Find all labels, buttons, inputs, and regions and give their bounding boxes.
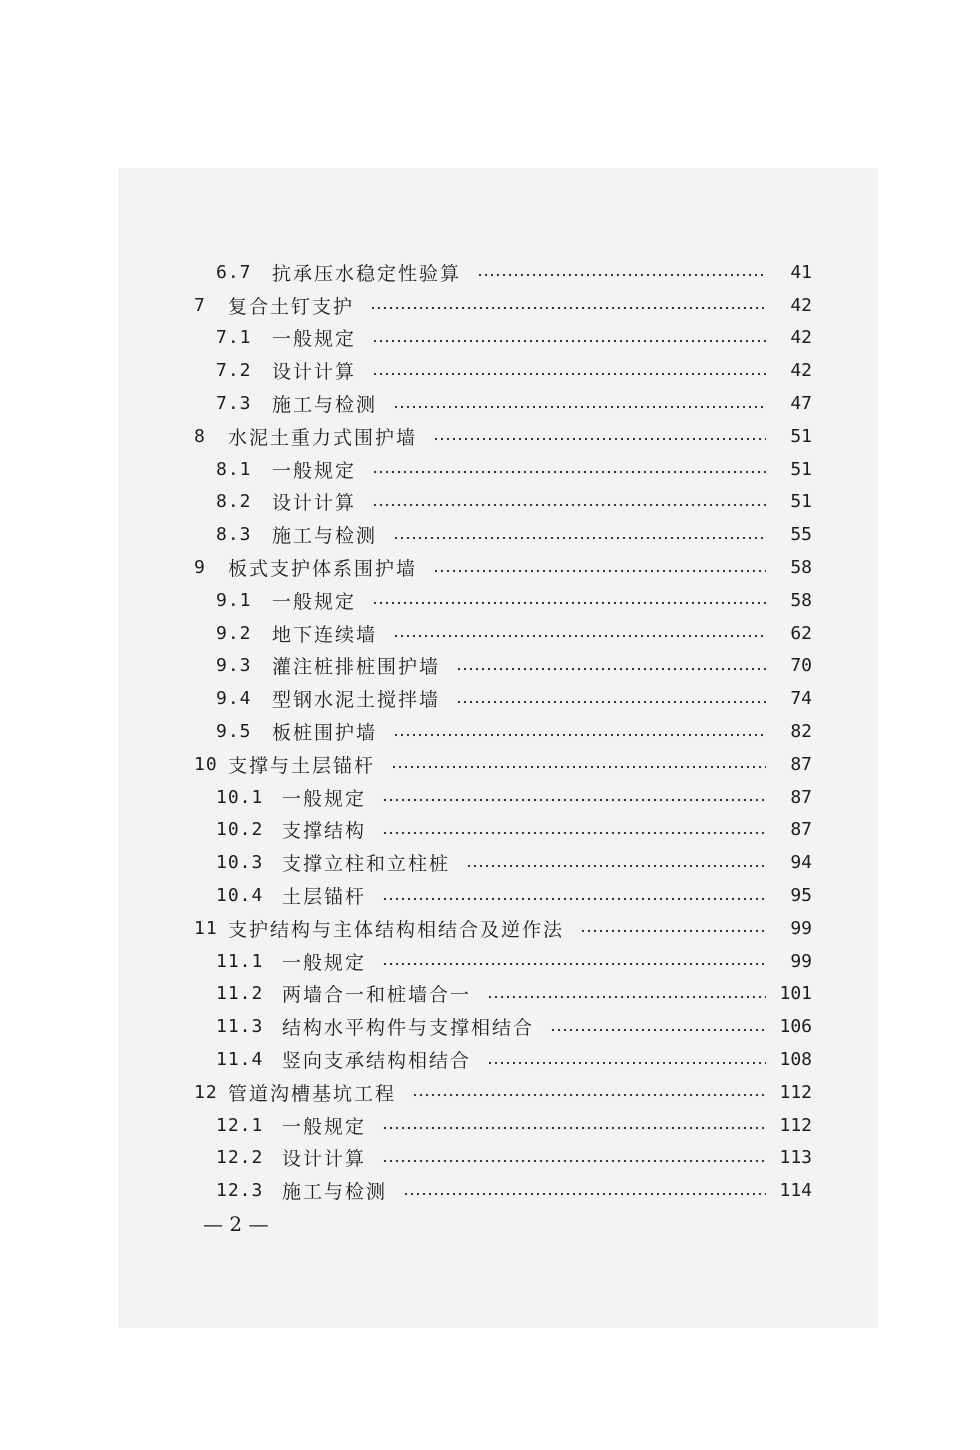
toc-entry-title: 设计计算 [282,1148,367,1171]
toc-entry-page-number: 108 [779,1049,812,1071]
dot-leader [372,339,766,343]
toc-section-entry[interactable] [192,584,812,617]
dot-leader [372,503,766,507]
dot-leader [382,1126,766,1130]
toc-entry-title: 水泥土重力式围护墙 [228,426,418,449]
dot-leader [393,405,766,409]
dot-leader [372,372,766,376]
toc-entry-page-number: 112 [779,1114,812,1136]
dot-leader [370,306,766,310]
toc-entry-number: 11.4 [216,1049,264,1071]
toc-entry-title: 竖向支承结构相结合 [282,1050,472,1073]
toc-entry-number: 11.2 [216,983,264,1005]
toc-entry-title: 土层锚杆 [282,886,367,909]
toc-entry-page-number: 112 [779,1081,812,1103]
toc-entry-page-number: 70 [790,655,812,677]
toc-section-entry[interactable] [192,256,812,289]
toc-entry-page-number: 55 [790,524,812,546]
toc-section-entry[interactable] [192,354,812,387]
toc-entry-title: 一般规定 [282,787,367,810]
toc-entry-title: 支撑立柱和立柱桩 [282,853,451,876]
toc-entry-number: 8.2 [216,491,252,513]
dot-leader [391,765,766,769]
toc-section-entry[interactable] [192,1010,812,1043]
toc-entry-page-number: 58 [790,589,812,611]
toc-entry-page-number: 42 [790,327,812,349]
toc-section-entry[interactable] [192,1043,812,1076]
dot-leader [372,601,766,605]
dot-leader [382,897,766,901]
toc-entry-title: 支撑结构 [282,820,367,843]
dot-leader [580,929,766,933]
toc-entry-title: 管道沟槽基坑工程 [228,1082,397,1105]
dot-leader [487,995,766,999]
toc-entry-title: 型钢水泥土搅拌墙 [272,689,441,712]
toc-entry-title: 一般规定 [272,459,357,482]
toc-entry-page-number: 99 [790,950,812,972]
toc-entry-page-number: 47 [790,393,812,415]
toc-entry-number: 8.1 [216,458,252,480]
dot-leader [477,273,766,277]
toc-section-entry[interactable] [192,1174,812,1207]
toc-entry-number: 12 [194,1081,218,1103]
toc-entry-title: 两墙合一和桩墙合一 [282,984,472,1007]
toc-entry-title: 一般规定 [272,590,357,613]
toc-entry-title: 设计计算 [272,361,357,384]
toc-chapter-entry[interactable] [192,551,812,584]
toc-entry-number: 9.1 [216,589,252,611]
toc-section-entry[interactable] [192,682,812,715]
dot-leader [433,569,766,573]
toc-entry-number: 6.7 [216,261,252,283]
toc-entry-number: 7.3 [216,393,252,415]
toc-section-entry[interactable] [192,650,812,683]
toc-section-entry[interactable] [192,879,812,912]
table-of-contents [192,256,812,1207]
toc-entry-page-number: 87 [790,819,812,841]
toc-chapter-entry[interactable] [192,420,812,453]
toc-entry-page-number: 87 [790,753,812,775]
toc-entry-number: 10 [194,753,218,775]
toc-entry-page-number: 42 [790,294,812,316]
toc-chapter-entry[interactable] [192,1076,812,1109]
toc-entry-number: 10.2 [216,819,264,841]
toc-section-entry[interactable] [192,715,812,748]
dot-leader [372,470,766,474]
toc-entry-number: 10.3 [216,852,264,874]
toc-entry-number: 11.1 [216,950,264,972]
dot-leader [382,831,766,835]
toc-entry-page-number: 87 [790,786,812,808]
toc-entry-number: 7.2 [216,360,252,382]
dot-leader [433,437,766,441]
toc-entry-title: 一般规定 [282,1115,367,1138]
toc-entry-page-number: 114 [779,1180,812,1202]
toc-section-entry[interactable] [192,518,812,551]
toc-entry-title: 施工与检测 [272,394,378,417]
toc-entry-number: 10.1 [216,786,264,808]
toc-entry-page-number: 51 [790,458,812,480]
toc-entry-title: 支护结构与主体结构相结合及逆作法 [228,918,565,941]
dot-leader [382,962,766,966]
toc-entry-page-number: 101 [779,983,812,1005]
toc-entry-title: 一般规定 [282,951,367,974]
toc-entry-number: 8.3 [216,524,252,546]
toc-entry-number: 12.2 [216,1147,264,1169]
dot-leader [466,864,766,868]
toc-entry-title: 施工与检测 [282,1181,388,1204]
dot-leader [487,1061,766,1065]
toc-entry-title: 地下连续墙 [272,623,378,646]
toc-chapter-entry[interactable] [192,748,812,781]
toc-entry-page-number: 113 [779,1147,812,1169]
toc-section-entry[interactable] [192,1109,812,1142]
toc-section-entry[interactable] [192,617,812,650]
dot-leader [403,1192,766,1196]
toc-entry-number: 11.3 [216,1016,264,1038]
toc-entry-title: 施工与检测 [272,525,378,548]
toc-entry-page-number: 99 [790,917,812,939]
toc-entry-title: 支撑与土层锚杆 [228,754,376,777]
toc-entry-number: 7 [194,294,206,316]
dot-leader [382,1159,766,1163]
toc-entry-title: 板式支护体系围护墙 [228,558,418,581]
toc-entry-number: 10.4 [216,885,264,907]
toc-entry-page-number: 62 [790,622,812,644]
dot-leader [393,634,766,638]
toc-entry-page-number: 58 [790,557,812,579]
toc-section-entry[interactable] [192,387,812,420]
toc-entry-title: 设计计算 [272,492,357,515]
dot-leader [393,733,766,737]
toc-section-entry[interactable] [192,1142,812,1175]
dot-leader [456,667,766,671]
toc-section-entry[interactable] [192,453,812,486]
toc-entry-number: 11 [194,917,218,939]
toc-entry-title: 一般规定 [272,328,357,351]
toc-entry-title: 板桩围护墙 [272,722,378,745]
toc-section-entry[interactable] [192,978,812,1011]
dot-leader [382,798,766,802]
toc-section-entry[interactable] [192,846,812,879]
toc-entry-page-number: 82 [790,721,812,743]
toc-entry-number: 12.1 [216,1114,264,1136]
toc-entry-title: 灌注桩排桩围护墙 [272,656,441,679]
toc-entry-number: 9 [194,557,206,579]
toc-entry-number: 9.4 [216,688,252,710]
toc-entry-title: 抗承压水稳定性验算 [272,262,462,285]
toc-entry-title: 结构水平构件与支撑相结合 [282,1017,535,1040]
toc-entry-number: 9.5 [216,721,252,743]
page-number-footer: — 2 — [203,1212,269,1236]
toc-entry-page-number: 51 [790,425,812,447]
toc-entry-number: 9.2 [216,622,252,644]
toc-chapter-entry[interactable] [192,912,812,945]
toc-section-entry[interactable] [192,814,812,847]
toc-section-entry[interactable] [192,322,812,355]
toc-entry-number: 12.3 [216,1180,264,1202]
toc-section-entry[interactable] [192,945,812,978]
toc-entry-page-number: 94 [790,852,812,874]
toc-entry-page-number: 95 [790,885,812,907]
toc-entry-number: 7.1 [216,327,252,349]
toc-entry-number: 9.3 [216,655,252,677]
toc-entry-page-number: 51 [790,491,812,513]
toc-entry-page-number: 41 [790,261,812,283]
dot-leader [456,700,766,704]
toc-chapter-entry[interactable] [192,289,812,322]
toc-entry-page-number: 106 [779,1016,812,1038]
toc-section-entry[interactable] [192,781,812,814]
dot-leader [412,1093,766,1097]
dot-leader [393,536,766,540]
toc-entry-page-number: 74 [790,688,812,710]
toc-entry-number: 8 [194,425,206,447]
toc-entry-title: 复合土钉支护 [228,295,355,318]
dot-leader [550,1028,766,1032]
toc-section-entry[interactable] [192,486,812,519]
toc-entry-page-number: 42 [790,360,812,382]
